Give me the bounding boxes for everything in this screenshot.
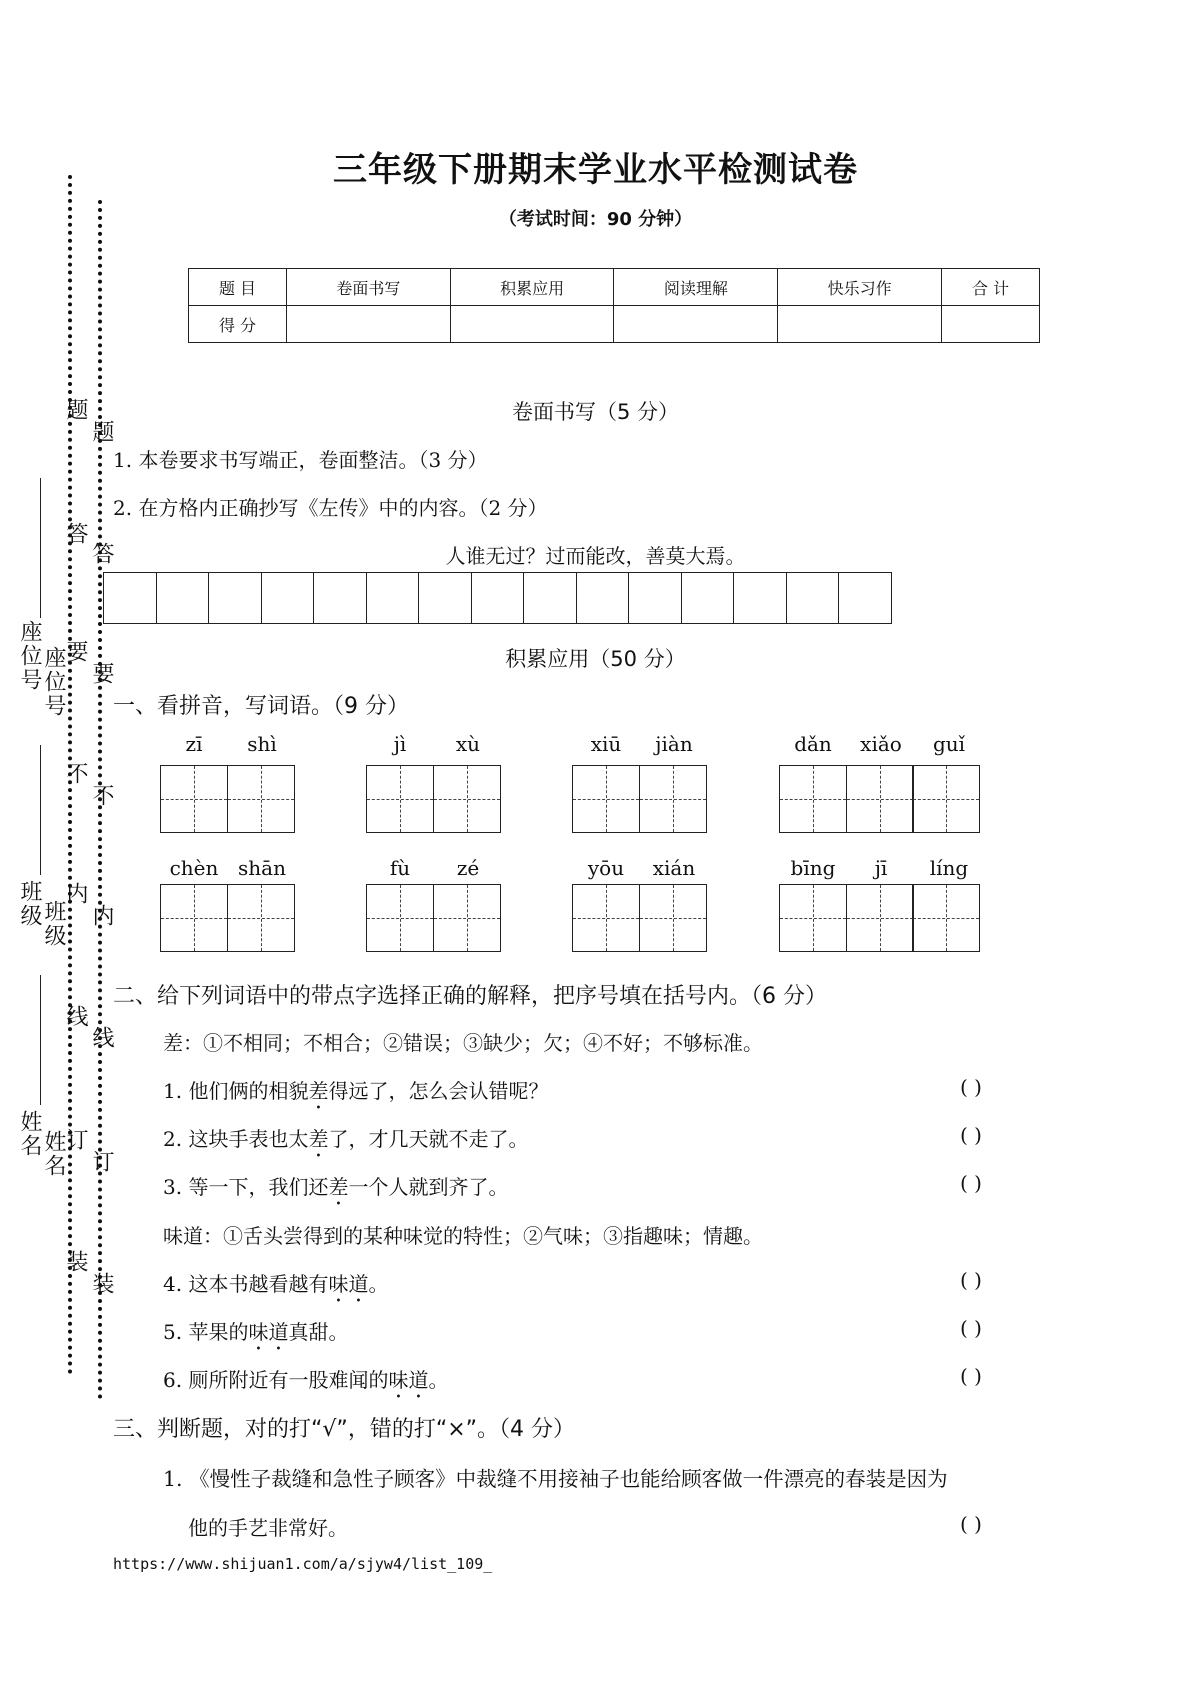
pinyin-syllable: shì (247, 732, 277, 756)
seal-char: 题 (63, 398, 88, 422)
copy-cell[interactable] (787, 572, 840, 624)
score-cell[interactable] (614, 306, 778, 343)
pinyin-syllable: xián (652, 856, 696, 880)
seal-char: 线 (63, 1005, 88, 1029)
tian-grid-cell[interactable] (779, 765, 847, 833)
pinyin-syllable: xù (455, 732, 481, 756)
class-field-line[interactable] (40, 745, 41, 875)
tian-grid-cell[interactable] (779, 884, 847, 952)
tian-grid-cell[interactable] (160, 884, 228, 952)
tian-grid-group (779, 765, 980, 833)
pinyin-syllable: jī (874, 856, 888, 880)
pinyin-group (572, 856, 708, 880)
tian-grid-group (366, 884, 501, 952)
section-heading-accumulation: 积累应用（50 分） (505, 647, 686, 671)
question-3-item-1-line-2: 他的手艺非常好。 (188, 1516, 348, 1540)
copy-cell[interactable] (367, 572, 420, 624)
copy-cell[interactable] (734, 572, 787, 624)
seal-char: 内 (63, 882, 88, 906)
seal-char: 内 (89, 904, 114, 928)
pinyin-group (160, 856, 296, 880)
question-2-item-4 (163, 1268, 388, 1307)
field-label-seat: 座位号 (41, 646, 66, 718)
tian-grid-cell[interactable] (639, 884, 707, 952)
item-text: 了，才几天就不走了。 (328, 1127, 529, 1151)
dotted-char: 差 (308, 1127, 329, 1151)
tian-grid-group (572, 765, 707, 833)
score-table-score-row (189, 306, 1040, 343)
tian-grid-cell[interactable] (912, 765, 980, 833)
pinyin-syllable: shān (238, 856, 286, 880)
score-cell[interactable] (286, 306, 450, 343)
dotted-char: 差 (328, 1175, 349, 1199)
pinyin-syllable: yōu (587, 856, 625, 880)
writing-item-1: 1. 本卷要求书写端正，卷面整洁。（3 分） (113, 448, 488, 472)
pinyin-syllable: bīng (790, 856, 836, 880)
tian-grid-group (572, 884, 707, 952)
question-2-item-5 (163, 1316, 348, 1355)
tian-grid-group (160, 884, 295, 952)
pinyin-group (572, 732, 708, 756)
source-url[interactable]: https://www.shijuan1.com/a/sjyw4/list_109_ (113, 1555, 493, 1573)
score-table (188, 268, 1040, 343)
copy-cell[interactable] (419, 572, 472, 624)
pinyin-syllable: xiū (590, 732, 622, 756)
tian-grid-cell[interactable] (227, 765, 295, 833)
seal-char: 不 (89, 784, 114, 808)
item-text: 真甜。 (288, 1320, 349, 1344)
pinyin-syllable: zī (185, 732, 203, 756)
item-text: 4. 这本书越看越有 (163, 1272, 329, 1296)
seal-char: 要 (89, 662, 114, 686)
tian-grid-cell[interactable] (366, 884, 434, 952)
tian-grid-cell[interactable] (366, 765, 434, 833)
seal-char: 线 (89, 1026, 114, 1050)
tian-grid-cell[interactable] (433, 884, 501, 952)
question-3-heading: 三、判断题，对的打“√”，错的打“×”。（4 分） (113, 1417, 576, 1442)
pinyin-group (366, 856, 502, 880)
pinyin-syllable: chèn (169, 856, 219, 880)
question-2-item-3 (163, 1171, 508, 1210)
copy-cell[interactable] (157, 572, 210, 624)
copy-cell[interactable] (682, 572, 735, 624)
pinyin-group (366, 732, 502, 756)
pinyin-syllable: zé (456, 856, 480, 880)
copy-cell[interactable] (524, 572, 577, 624)
pinyin-syllable: dǎn (794, 732, 832, 756)
copy-grid (103, 572, 892, 624)
question-2-heading: 二、给下列词语中的带点字选择正确的解释，把序号填在括号内。（6 分） (113, 984, 827, 1009)
item-text: 3. 等一下，我们还 (163, 1175, 329, 1199)
item-text: 一个人就到齐了。 (348, 1175, 509, 1199)
pinyin-syllable: fù (389, 856, 411, 880)
field-label-seat: 座位号 (17, 620, 42, 692)
answer-parentheses[interactable]: ( ) (960, 1316, 982, 1340)
copy-source-text: 人谁无过？过而能改，善莫大焉。 (445, 544, 746, 568)
score-row-label: 得 分 (189, 306, 287, 343)
field-label-class: 班级 (41, 900, 66, 948)
tian-grid-cell[interactable] (912, 884, 980, 952)
pinyin-syllable: líng (929, 856, 969, 880)
tian-grid-cell[interactable] (227, 884, 295, 952)
seal-char: 不 (63, 762, 88, 786)
pinyin-group (160, 732, 296, 756)
answer-parentheses[interactable]: ( ) (960, 1123, 982, 1147)
score-cell[interactable] (450, 306, 614, 343)
tian-grid-cell[interactable] (572, 884, 640, 952)
copy-cell[interactable] (209, 572, 262, 624)
item-text: 2. 这块手表也太 (163, 1127, 309, 1151)
score-table-header: 卷面书写 (286, 269, 450, 306)
answer-parentheses[interactable]: ( ) (960, 1364, 982, 1388)
copy-cell[interactable] (629, 572, 682, 624)
pinyin-syllable: xiǎo (860, 732, 902, 756)
answer-parentheses[interactable]: ( ) (960, 1268, 982, 1292)
dotted-char: 差 (308, 1079, 329, 1103)
copy-cell[interactable] (314, 572, 367, 624)
exam-duration: （考试时间：90 分钟） (498, 209, 693, 230)
dotted-char: 味道 (248, 1320, 289, 1344)
question-1-heading: 一、看拼音，写词语。（9 分） (113, 694, 409, 719)
name-field-line[interactable] (40, 975, 41, 1105)
score-table-header: 题 目 (189, 269, 287, 306)
dotted-char: 味道 (388, 1368, 429, 1392)
score-table-header: 合 计 (941, 269, 1039, 306)
question-2-item-1 (163, 1075, 548, 1114)
score-table-header: 快乐习作 (778, 269, 942, 306)
copy-cell[interactable] (839, 572, 892, 624)
score-cell[interactable] (941, 306, 1039, 343)
seal-char: 答 (63, 522, 88, 546)
item-text: 6. 厕所附近有一股难闻的 (163, 1368, 389, 1392)
seal-char: 要 (63, 640, 88, 664)
field-label-name: 姓名 (17, 1110, 42, 1158)
score-table-header: 积累应用 (450, 269, 614, 306)
tian-grid-cell[interactable] (160, 765, 228, 833)
tian-grid-cell[interactable] (846, 765, 914, 833)
tian-grid-cell[interactable] (846, 884, 914, 952)
pinyin-syllable: guǐ (932, 732, 966, 756)
copy-cell[interactable] (472, 572, 525, 624)
copy-cell[interactable] (262, 572, 315, 624)
definition-weidao: 味道：①舌头尝得到的某种味觉的特性；②气味；③指趣味；情趣。 (163, 1224, 763, 1248)
item-text: 。 (368, 1272, 389, 1296)
seal-char: 订 (63, 1128, 88, 1152)
question-2-item-6 (163, 1364, 448, 1403)
item-text: 。 (428, 1368, 449, 1392)
pinyin-syllable: jì (393, 732, 407, 756)
score-table-header: 阅读理解 (614, 269, 778, 306)
tian-grid-cell[interactable] (639, 765, 707, 833)
answer-parentheses[interactable]: ( ) (960, 1512, 982, 1536)
dotted-char: 味道 (328, 1272, 369, 1296)
answer-parentheses[interactable]: ( ) (960, 1075, 982, 1099)
answer-parentheses[interactable]: ( ) (960, 1171, 982, 1195)
definition-cha: 差：①不相同；不相合；②错误；③缺少；欠；④不好；不够标准。 (163, 1031, 763, 1055)
pinyin-group (779, 732, 983, 756)
item-text: 得远了，怎么会认错呢？ (328, 1079, 549, 1103)
seal-char: 题 (89, 420, 114, 444)
score-table-header-row (189, 269, 1040, 306)
tian-grid-group (366, 765, 501, 833)
seal-char: 订 (89, 1150, 114, 1174)
seal-char: 装 (63, 1250, 88, 1274)
pinyin-group (779, 856, 983, 880)
item-text: 5. 苹果的 (163, 1320, 249, 1344)
question-3-item-1-line-1: 1. 《慢性子裁缝和急性子顾客》中裁缝不用接袖子也能给顾客做一件漂亮的春装是因为 (163, 1467, 948, 1491)
tian-grid-group (160, 765, 295, 833)
item-text: 1. 他们俩的相貌 (163, 1079, 309, 1103)
tian-grid-group (779, 884, 980, 952)
writing-item-2: 2. 在方格内正确抄写《左传》中的内容。（2 分） (113, 496, 548, 520)
seal-char: 答 (89, 542, 114, 566)
page-title: 三年级下册期末学业水平检测试卷 (333, 150, 858, 190)
section-heading-writing: 卷面书写（5 分） (511, 400, 680, 424)
field-label-class: 班级 (17, 880, 42, 928)
tian-grid-cell[interactable] (572, 765, 640, 833)
copy-cell[interactable] (577, 572, 630, 624)
tian-grid-cell[interactable] (433, 765, 501, 833)
seal-char: 装 (89, 1272, 114, 1296)
copy-cell[interactable] (104, 572, 157, 624)
field-label-name: 姓名 (41, 1130, 66, 1178)
question-2-item-2 (163, 1123, 528, 1162)
score-cell[interactable] (778, 306, 942, 343)
pinyin-syllable: jiàn (655, 732, 693, 756)
